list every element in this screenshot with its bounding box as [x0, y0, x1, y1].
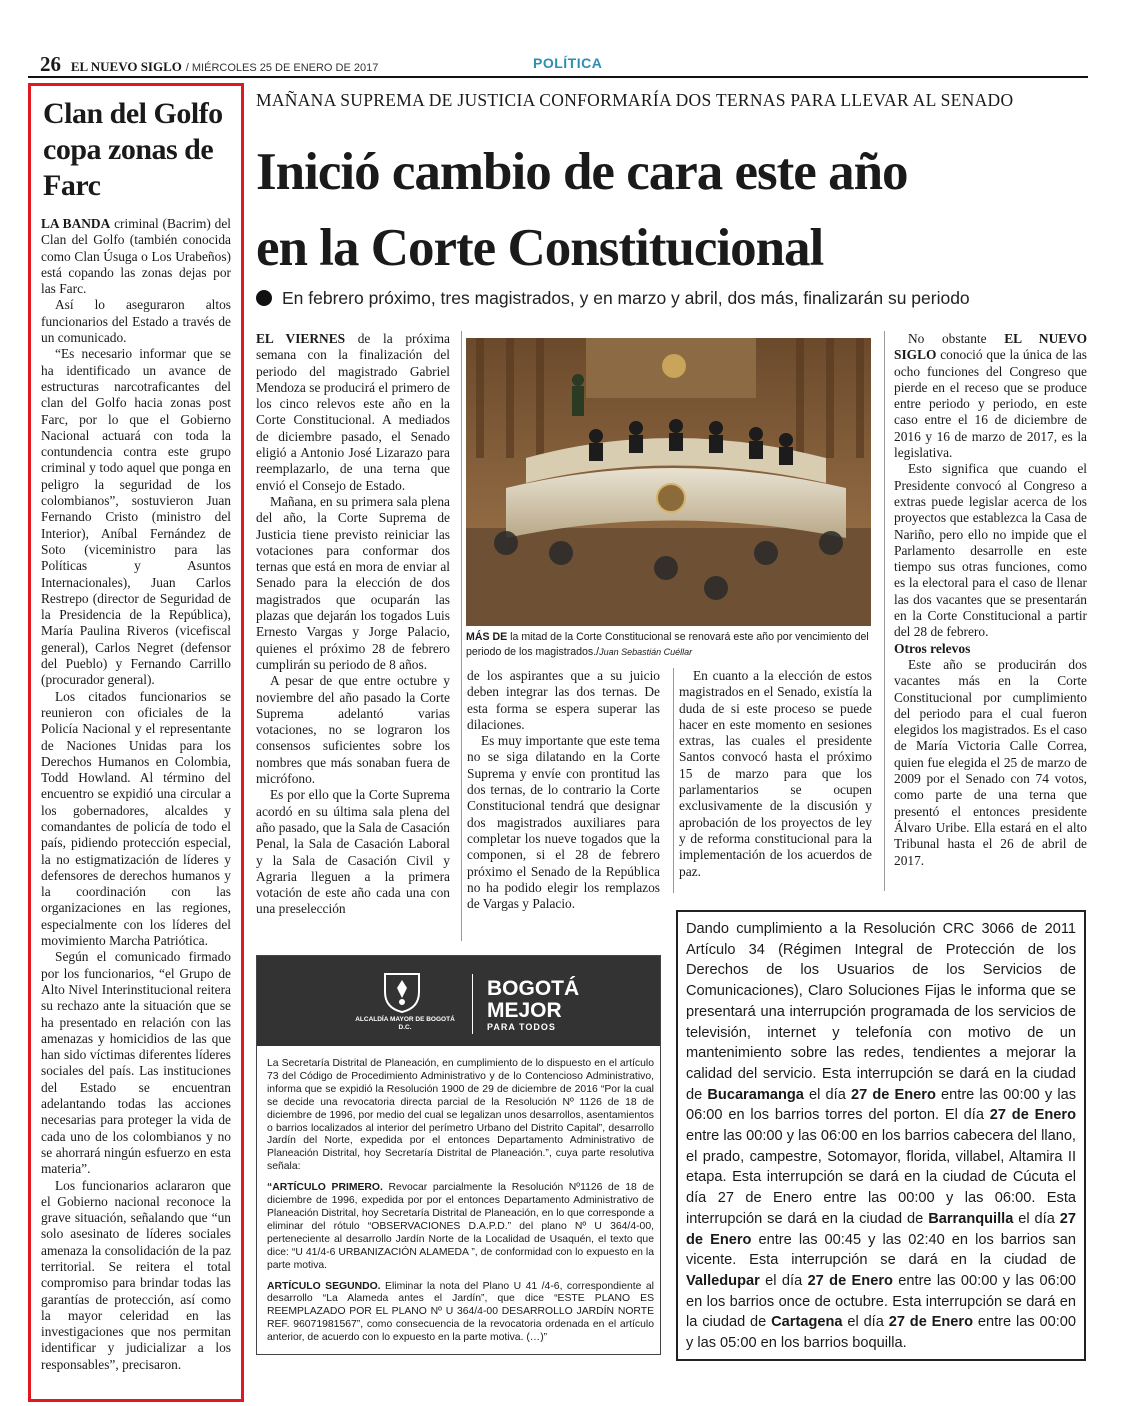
bogota-notice-ad: [256, 955, 661, 1355]
column-divider: [461, 331, 462, 941]
sidebar-paragraph: Según el comunicado firmado por los funcionarios, “el Grupo de Alto Nivel Interinstitucional reitera su rechazo ante la situación que se ha presentado en relación con las amenazas y homicidios de las que han sido víctimas diferentes líderes sociales del país. Las instituciones del Estado se encuentran adelantando todas las acciones necesarias para proteger la vida de cada uno de los colombianos y no se ahorrará ningún esfuerzo en esta materia”.: [41, 949, 231, 1177]
bogota-brand: BOGOTÁ MEJOR PARA TODOS: [487, 977, 580, 1032]
ad-banner: [257, 956, 660, 1046]
photo-caption: MÁS DE la mitad de la Corte Constitucional se renovará este año por vencimiento del periodo de los magistrados./Juan Sebastián Cuéllar: [466, 631, 869, 658]
sidebar-paragraph: LA BANDA criminal (Bacrim) del Clan del Golfo (también conocida como Clan Úsuga o Los Urabeños) está copando las zonas dejas por las Farc.: [41, 216, 231, 297]
article-paragraph: Esto significa que cuando el Presidente convocó al Congreso a extras puede legislar acerca de los proyectos que establezca la Casa de Nariño, pero ello no impide que el Parlamento desarrolle en este tiempo sus otras funciones, como es la electoral para el caso de llenar las dos vacantes que se presentarán en la Corte Constitucional a partir del 28 de febrero.: [894, 461, 1087, 640]
paper-name: EL NUEVO SIGLO: [70, 59, 182, 74]
page-number: 26: [40, 52, 61, 76]
photo-credit: Juan Sebastián Cuéllar: [599, 646, 693, 657]
article-paragraph: EL VIERNES de la próxima semana con la finalización del periodo del magistrado Gabriel Mendoza se producirá el primero de los cinco relevos este año en la Corte Constitucional. A mediados de diciembre pasado, el Senado eligió a Antonio José Lizarazo para reemplazarlo, de una terna que envió el Consejo de Estado.: [256, 331, 450, 493]
ad-notice-text: [267, 1058, 654, 1353]
column-divider: [673, 668, 674, 893]
article-lead: EL VIERNES: [256, 331, 346, 346]
article-paragraph: de los aspirantes que a su juicio deben integrar las dos ternas. De esta forma se espera superar las dilaciones.: [467, 668, 660, 732]
column-divider: [884, 331, 885, 891]
section-label: POLÍTICA: [533, 55, 603, 71]
logo-divider: [472, 974, 473, 1034]
claro-notice-ad: Dando cumplimiento a la Resolución CRC 3066 de 2011 Artículo 34 (Régimen Integral de Protección de los Derechos de los Usuarios de los Servicios de Comunicaciones), Claro Soluciones Fijas le informa que se presentará una interrupción programada de los servicios de televisión, internet y telefonía con motivo de un mantenimiento sobre las redes, tendientes a mejorar la calidad del servicio. Esta interrupción se dará en la ciudad de Bucaramanga el día 27 de Enero entre las 00:00 y las 06:00 en los barrios torres del porton. El día 27 de Enero entre las 00:00 y las 06:00 en los barrios cabecera del llano, el prado, campestre, Sotomayor, florida, villabel, Altamira II etapa. Esta interrupción se dará en la ciudad de Cúcuta el día 27 de Enero entre las 00:00 y las 06:00. Esta interrupción se dará en la ciudad de Barranquilla el día 27 de Enero entre las 00:45 y las 02:40 en los barrios san vicente. Esta interrupción se dará en la ciudad de Valledupar el día 27 de Enero entre las 00:00 y las 06:00 en los barrios once de octubre. Esta interrupción se dará en la ciudad de Cartagena el día 27 de Enero entre las 00:00 y las 05:00 en los barrios boquilla.: [676, 910, 1086, 1361]
sidebar-paragraph: Los funcionarios aclararon que el Gobierno nacional reconoce la grave situación, señalando que “un solo asesinato de líderes sociales amenaza la consolidación de la paz territorial. Se reitera el total compromiso para brindar todas las garantías de protección, así como la mayor celeridad en las investigaciones que nos permitan identificar y judicializar a los responsables”, precisaron.: [41, 1177, 231, 1372]
sidebar-lead: LA BANDA: [41, 216, 111, 231]
sidebar-article: [28, 83, 244, 1402]
article-paragraph: Este año se producirán dos vacantes más en la Corte Constitucional por cumplimiento del periodo para el cual fueron elegidos los magistrados. Es el caso de María Victoria Calle Correa, quien fue elegida el 25 de marzo de 2009 por el Senado con 74 votos, como parte de una terna que presentó el entonces presidente Álvaro Uribe. Ella estará en el alto Tribunal hasta el 26 de abril de 2017.: [894, 656, 1087, 868]
bullet-icon: [256, 290, 272, 306]
caption-lead: MÁS DE: [466, 631, 508, 643]
article-column-1: [256, 331, 450, 918]
courtroom-image: [466, 338, 871, 626]
article-paragraph: En cuanto a la elección de estos magistrados en el Senado, existía la duda de si este proceso se puede hacer en este momento en sesiones extras, las cuales el presidente Santos convocó hasta el próximo 15 de marzo para que los parlamentarios se ocupen exclusivamente de la discusión y aprobación de los proyectos de ley y de reforma constitucional para la implementación de los acuerdos de paz.: [679, 668, 872, 879]
sidebar-title: Clan del Golfo copa zonas de Farc: [43, 97, 223, 202]
header-rule: [28, 76, 1088, 78]
court-photo: [466, 338, 871, 626]
ad-paragraph: ARTÍCULO SEGUNDO. Eliminar la nota del Plano U 41 /4-6, correspondiente al desarrollo “La Alameda antes el Jardín”, que dice “ESTE PLANO ES REEMPLAZADO POR EL PLANO Nº U 364/4-00 DESARROLLO JARDÍN NORTE REF. 96071981567”, como consecuencia de la revocatoria ordenada en el artículo anterior, de acuerdo con lo expuesto en la parte motiva. (…)”: [267, 1280, 654, 1344]
article-subheading: Otros relevos: [894, 640, 971, 656]
issue-date: / MIÉRCOLES 25 DE ENERO DE 2017: [185, 62, 379, 74]
sidebar-body: [41, 216, 231, 1373]
article-column-3: [679, 668, 872, 880]
article-kicker: MAÑANA SUPREMA DE JUSTICIA CONFORMARÍA DOS TERNAS PARA LLEVAR AL SENADO: [256, 90, 1014, 110]
article-column-4: [894, 331, 1087, 869]
article-paragraph: Mañana, en su primera sala plena del año, la Corte Suprema de Justicia tiene previsto reiniciar las votaciones para conformar dos ternas que está en mora de enviar al Senado para la elección de dos magistrados que ocuparán las plazas que dejarán los togados Luis Ernesto Vargas y Jorge Palacio, quienes el próximo 28 de febrero cumplirán su periodo de 8 años.: [256, 493, 450, 672]
article-subhead: En febrero próximo, tres magistrados, y en marzo y abril, dos más, finalizarán su periodo: [256, 288, 970, 309]
headline-line: en la Corte Constitucional: [256, 219, 824, 277]
article-paragraph: No obstante EL NUEVO SIGLO conoció que la única de las ocho funciones del Congreso que pierde en el receso que se produce entre periodo y periodo, en este caso entre el 16 de diciembre de 2016 y 16 de marzo de 2017, es la legislativa.: [894, 331, 1087, 461]
alcaldia-label: ALCALDÍA MAYOR DE BOGOTÁ D.C.: [355, 1016, 455, 1031]
page-folio: [40, 52, 378, 77]
sidebar-paragraph: “Es necesario informar que se ha identificado un avance de estructuras narcotraficantes del clan del Golfo hacia zonas post Farc, por lo que el Gobierno Nacional actuará con toda la contundencia contra este grupo criminal y todo aquel que ponga en peligro la seguridad de los colombianos”, sostuvieron Juan Fernando Cristo (ministro del Interior), Aníbal Fernández de Soto (viceministro para las Políticas y Asuntos Internacionales), Juan Carlos Restrepo (director de Seguridad de la Presidencia de la República), María Paulina Riveros (vicefiscal general), Carlos Negret (defensor del Pueblo) y Fernando Carrillo (procurador general).: [41, 346, 231, 688]
article-paragraph: A pesar de que entre octubre y noviembre del año pasado la Corte Suprema adelantó varias votaciones, no se lograron los consensos suficientes sobre los nombres que más sonaban fuera de micrófono.: [256, 673, 450, 787]
sidebar-paragraph: Los citados funcionarios se reunieron con oficiales de la Policía Nacional y el representante de Naciones Unidas para los Derechos Humanos en Colombia, Todd Howland. Al término del encuentro se expidió una circular a los gobernadores, alcaldes y comandantes de policía de todo el país, pidiendo protección especial, la no estigmatización de líderes y defensores de derechos humanos y la coordinación con las organizaciones en las regiones, especialmente con los líderes del movimiento Marcha Patriótica.: [41, 688, 231, 949]
article-column-2: [467, 668, 660, 912]
headline-line: Inició cambio de cara este año: [256, 143, 908, 201]
coat-of-arms-icon: [377, 970, 427, 1014]
article-paragraph: Es por ello que la Corte Suprema acordó en su última sala plena del año pasado, que la Sala de Casación Penal, la Sala de Casación Laboral y la Sala de Casación Civil y Agraria lleguen a la primera votación de este año cada una con una preselección: [256, 787, 450, 917]
article-headline: [256, 134, 1096, 286]
sidebar-paragraph: Así lo aseguraron altos funcionarios del Estado a través de un comunicado.: [41, 297, 231, 346]
ad-paragraph: “ARTÍCULO PRIMERO. Revocar parcialmente la Resolución Nº1126 de 18 de diciembre de 1996, expedida por por el entonces Departamento Administrativo de Planeación Distrital, hoy Secretaría Distrital de Planeación, en lo que corresponde a eliminar del rótulo “OBSERVACIONES D.A.P.D.” del plano Nº U 364/4-00, perteneciente al desarrollo Jardín Norte de la Localidad de Usaquén, el texto que dice: “U 41/4-6 URBANIZACIÓN ALAMEDA ”, de conformidad con lo expuesto en la parte motiva.: [267, 1182, 655, 1271]
ad-paragraph: La Secretaría Distrital de Planeación, en cumplimiento de lo dispuesto en el artículo 73 del Código de Procedimiento Administrativo y de lo Contencioso Administrativo, informa que se expidió la Resolución 1900 de 29 de diciembre de 2016 “Por la cual se decide una revocatoria directa parcial de la Resolución Nº 1126 de 18 de diciembre de 1996, por medio del cual se legalizan unos desarrollos, asentamientos o barrios localizados al interior del perímetro Urbano del Distrito Capital”, desarrollo Jardín del Norte, expedida por el entonces Departamento Administrativo de Planeación Distrital, hoy Secretaría Distrital de Planeación.”, cuya parte resolutiva señala:: [267, 1058, 654, 1173]
article-paragraph: Es muy importante que este tema no se siga dilatando en la Corte Suprema y envíe con prontitud las dos ternas, de lo contrario la Corte Constitucional tendrá que designar dos magistrados auxiliares para completar los nueve togados que la componen, si el 28 de febrero próximo el Senado de la República no ha podido elegir los remplazos de Vargas y Palacio.: [467, 733, 660, 912]
